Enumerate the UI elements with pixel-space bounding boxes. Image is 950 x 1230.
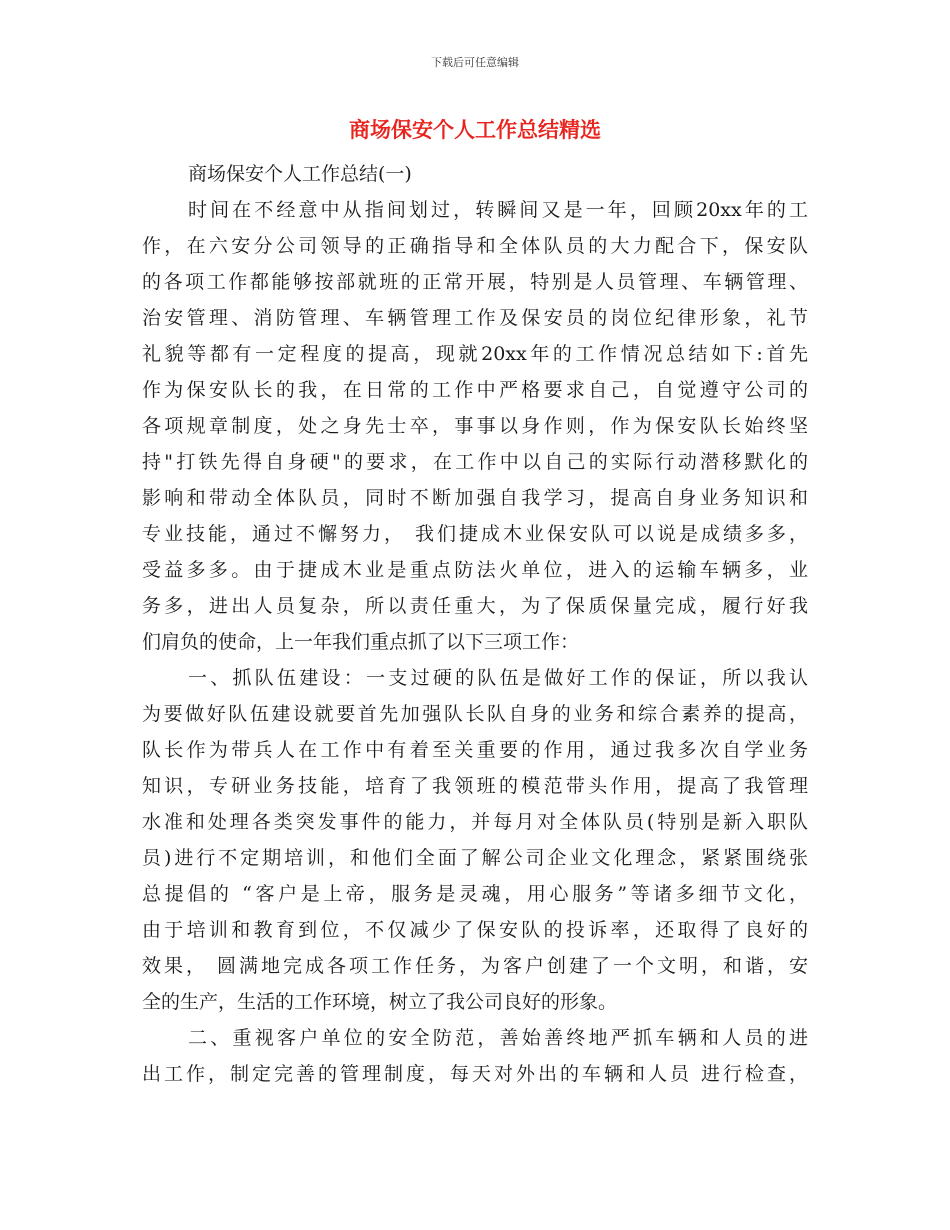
text-line: 们肩负的使命，上一年我们重点抓了以下三项工作： xyxy=(142,631,580,653)
text-line: 时间在不经意中从指间划过，转瞬间又是一年，回顾20xx年的工 xyxy=(188,199,808,221)
text-line: 作，在六安分公司领导的正确指导和全体队员的大力配合下，保安队 xyxy=(142,235,808,257)
text-line: 一、抓队伍建设：一支过硬的队伍是做好工作的保证，所以我认 xyxy=(188,667,808,689)
text-line: 受益多多。由于捷成木业是重点防法火单位，进入的运输车辆多，业 xyxy=(142,559,808,581)
text-line: 知识，专研业务技能，培育了我领班的模范带头作用，提高了我管理 xyxy=(142,775,808,797)
text-line: 为要做好队伍建设就要首先加强队长队自身的业务和综合素养的提高， xyxy=(142,703,808,725)
section-subtitle: 商场保安个人工作总结(一) xyxy=(188,163,412,185)
text-line: 员)进行不定期培训，和他们全面了解公司企业文化理念，紧紧围绕张 xyxy=(142,847,808,869)
text-line: 的各项工作都能够按部就班的正常开展，特别是人员管理、车辆管理、 xyxy=(142,271,808,293)
text-line: 队长作为带兵人在工作中有着至关重要的作用，通过我多次自学业务 xyxy=(142,739,808,761)
text-line: 专业技能，通过不懈努力， 我们捷成木业保安队可以说是成绩多多， xyxy=(142,523,808,545)
text-line: 影响和带动全体队员，同时不断加强自我学习，提高自身业务知识和 xyxy=(142,487,808,509)
paragraph-security-control xyxy=(142,1020,808,1092)
text-line: 治安管理、消防管理、车辆管理工作及保安员的岗位纪律形象，礼节 xyxy=(142,307,808,329)
text-line: 持"打铁先得自身硬"的要求，在工作中以自己的实际行动潜移默化的 xyxy=(142,451,808,473)
text-line: 礼貌等都有一定程度的提高，现就20xx年的工作情况总结如下:首先 xyxy=(142,343,808,365)
paragraph-intro xyxy=(142,192,808,660)
document-body xyxy=(142,156,808,1092)
page-header-note: 下载后可任意编辑 xyxy=(431,56,519,69)
text-line: 作为保安队长的我，在日常的工作中严格要求自己，自觉遵守公司的 xyxy=(142,379,808,401)
text-line: 由于培训和教育到位，不仅减少了保安队的投诉率，还取得了良好的 xyxy=(142,919,808,941)
text-line: 出工作，制定完善的管理制度，每天对外出的车辆和人员 进行检查， xyxy=(142,1063,808,1085)
text-line: 效果， 圆满地完成各项工作任务，为客户创建了一个文明，和谐，安 xyxy=(142,955,808,977)
text-line: 二、重视客户单位的安全防范，善始善终地严抓车辆和人员的进 xyxy=(188,1027,808,1049)
text-line: 全的生产，生活的工作环境，树立了我公司良好的形象。 xyxy=(142,991,618,1013)
text-line: 务多，进出人员复杂，所以责任重大，为了保质保量完成，履行好我 xyxy=(142,595,808,617)
text-line: 总提倡的 “客户是上帝，服务是灵魂，用心服务”等诸多细节文化， xyxy=(142,883,808,905)
document-title: 商场保安个人工作总结精选 xyxy=(349,118,601,142)
paragraph-team-building xyxy=(142,660,808,1020)
text-line: 水准和处理各类突发事件的能力，并每月对全体队员(特别是新入职队 xyxy=(142,811,808,833)
text-line: 各项规章制度，处之身先士卒，事事以身作则，作为保安队长始终坚 xyxy=(142,415,808,437)
